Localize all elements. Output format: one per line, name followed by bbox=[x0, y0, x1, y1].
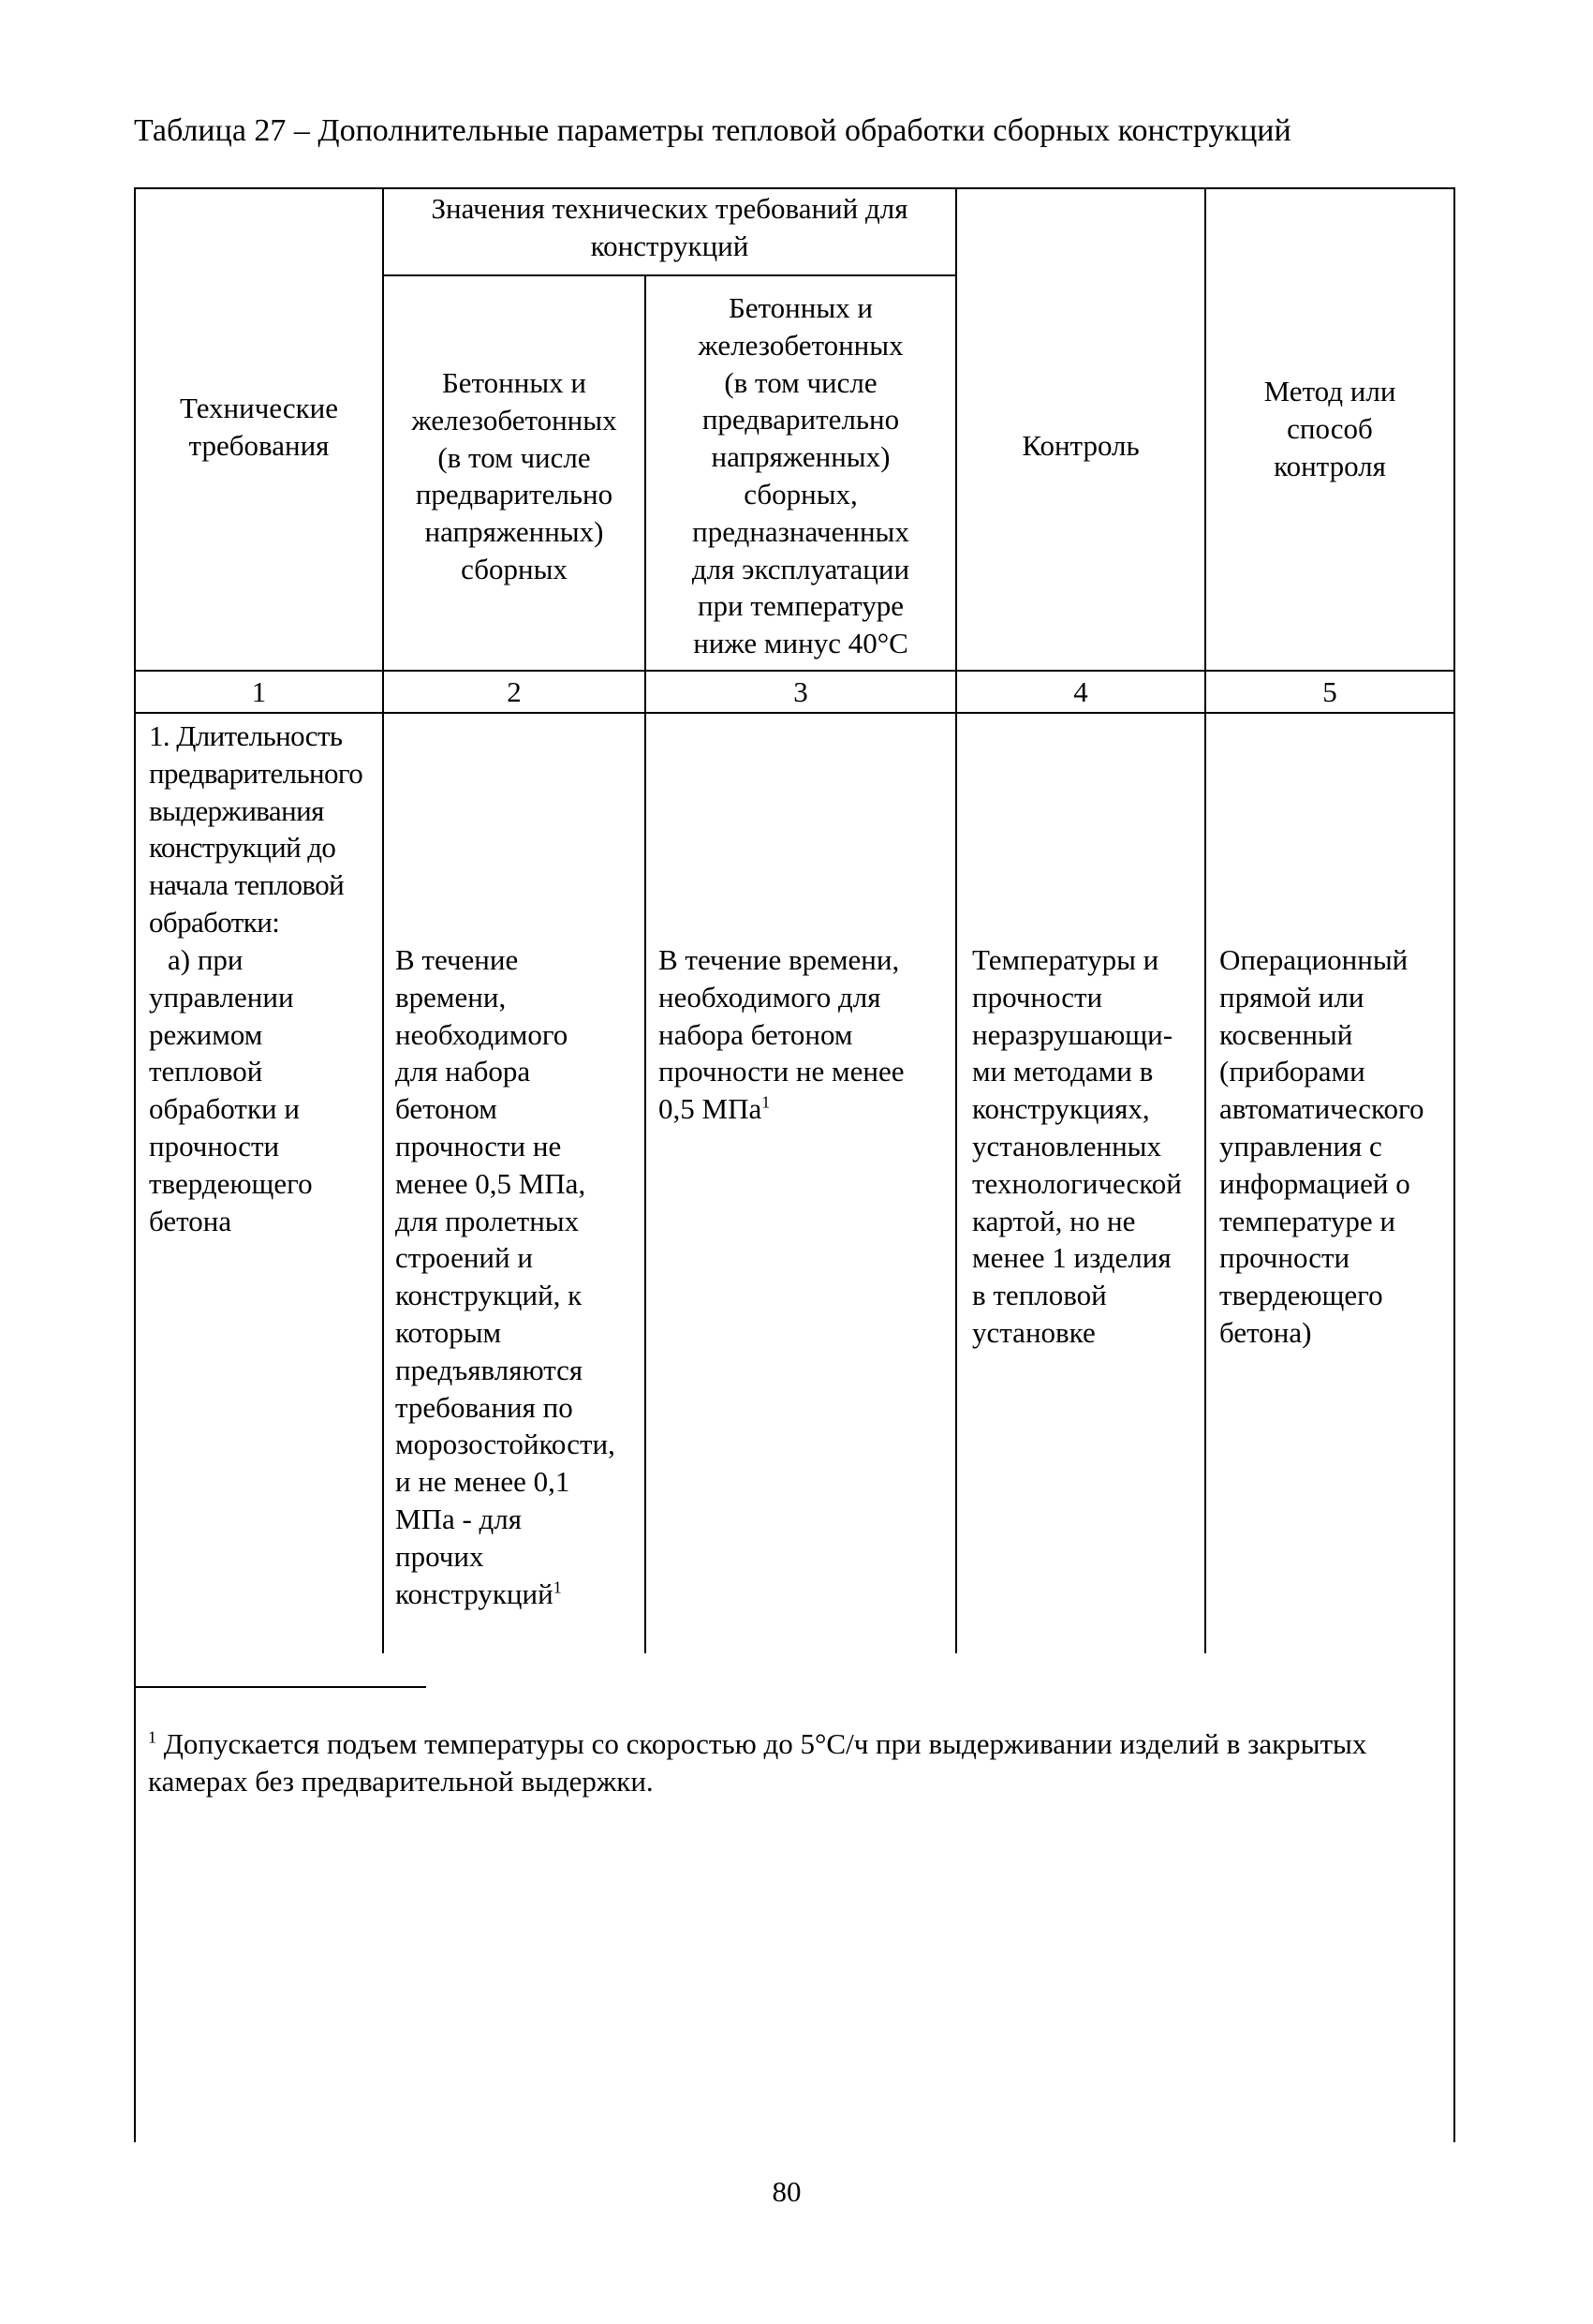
row1-col2-footnote-ref: 1 bbox=[553, 1577, 562, 1597]
group-header-divider bbox=[382, 274, 955, 276]
table-right-border bbox=[1453, 187, 1455, 2142]
row1-requirement-item-text: а) при управлении режимом тепловой обработки и прочности твердеющего бетона bbox=[149, 943, 313, 1237]
row1-col5-method: Операционный прямой или косвенный (приборами автоматического управления с информацией о температуре и прочности твердеющего бетона) bbox=[1219, 943, 1424, 1349]
column-divider-3 bbox=[955, 187, 957, 1653]
header-col-concrete-precast: Бетонных и железобетонных (в том числе предварительно напряженных) сборных bbox=[411, 366, 617, 585]
row1-col3-value bbox=[658, 941, 954, 1128]
number-row-bottom-line bbox=[134, 712, 1455, 714]
footnote-separator bbox=[134, 1686, 426, 1688]
header-technical-requirements: Технические требования bbox=[179, 392, 339, 462]
footnote-marker: 1 bbox=[148, 1727, 156, 1747]
page-number: 80 bbox=[772, 2175, 802, 2208]
column-number-1: 1 bbox=[251, 675, 267, 708]
footnote-text: Допускается подъем температуры со скоростью до 5°С/ч при выдерживании изделий в закрытых камерах без предварительной выдержки. bbox=[148, 1727, 1367, 1798]
column-number-3: 3 bbox=[793, 675, 808, 708]
table-left-border bbox=[134, 187, 136, 2142]
header-method: Метод или способ контроля bbox=[1263, 375, 1396, 482]
footnote bbox=[148, 1725, 1440, 1800]
header-group-values: Значения технических требований для конструкций bbox=[431, 192, 908, 262]
row1-col4-control: Температуры и прочности неразрушающи- ми методами в конструкциях, установленных технологической картой, но не менее 1 изделия в тепловой установке bbox=[972, 943, 1182, 1349]
row1-requirement-heading: 1. Длительность предварительного выдерживания конструкций до начала тепловой обработки: bbox=[149, 719, 363, 939]
table-title: Таблица 27 – Дополнительные параметры тепловой обработки сборных конструкций bbox=[134, 113, 1291, 148]
table-top-border bbox=[134, 187, 1455, 189]
row1-requirement-item bbox=[149, 941, 381, 1239]
header-col-concrete-cold: Бетонных и железобетонных (в том числе предварительно напряженных) сборных, предназначенных для эксплуатации при температуре ниже минус 40°С bbox=[691, 291, 910, 660]
header-control: Контроль bbox=[1022, 429, 1140, 462]
column-number-4: 4 bbox=[1073, 675, 1088, 708]
row1-col2-text: В течение времени, необходимого для набора бетоном прочности не менее 0,5 МПа, для пролетных строений и конструкций, к которым предъявляются требования по морозостойкости, и не менее 0,1 МПа - для прочих конструкций bbox=[395, 943, 615, 1610]
row1-col3-footnote-ref: 1 bbox=[761, 1092, 771, 1112]
row1-col3-text: В течение времени, необходимого для набора бетоном прочности не менее 0,5 МПа bbox=[658, 943, 905, 1126]
header-bottom-line bbox=[134, 670, 1455, 672]
row1-col2-value bbox=[395, 941, 642, 1612]
column-number-5: 5 bbox=[1322, 675, 1337, 708]
column-number-2: 2 bbox=[507, 675, 522, 708]
